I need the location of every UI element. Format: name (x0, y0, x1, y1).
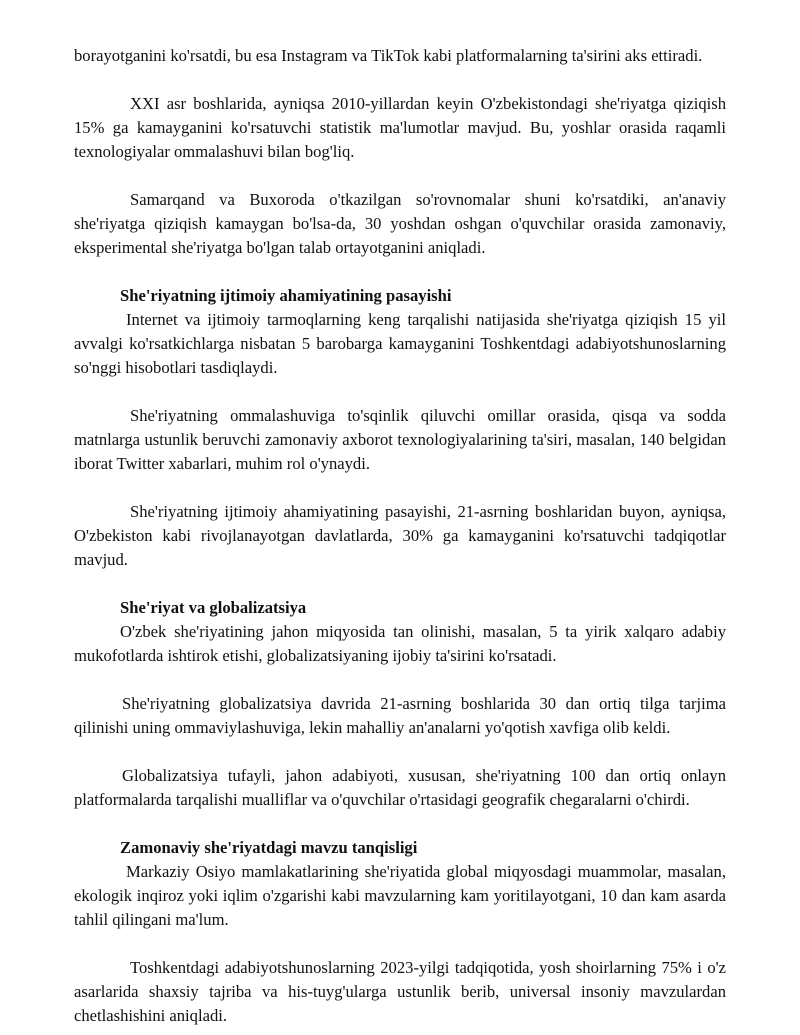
section-heading-social-importance: She'riyatning ijtimoiy ahamiyatining pasayishi (120, 286, 452, 305)
paragraph: She'riyatning ommalashuviga to'sqinlik qiluvchi omillar orasida, qisqa va sodda matnlarga ustunlik beruvchi zamonaviy axborot texnologiyalarining ta'siri, masalan, 140 belgidan iborat Twitter xabarlari, muhim rol o'ynaydi. (74, 406, 726, 473)
paragraph: Globalizatsiya tufayli, jahon adabiyoti, xususan, she'riyatning 100 dan ortiq onlayn platformalarda tarqalishi mualliflar va o'quvchilar o'rtasidagi geografik chegaralarni o'chirdi. (74, 766, 726, 809)
paragraph: Samarqand va Buxoroda o'tkazilgan so'rovnomalar shuni ko'rsatdiki, an'anaviy she'riyatga qiziqish kamaygan bo'lsa-da, 30 yoshdan oshgan o'quvchilar orasida zamonaviy, eksperimental she'riyatga bo'lgan talab ortayotganini aniqladi. (74, 190, 726, 257)
section-heading-globalization: She'riyat va globalizatsiya (120, 598, 307, 617)
paragraph: Markaziy Osiyo mamlakatlarining she'riyatida global miqyosdagi muammolar, masalan, ekologik inqiroz yoki iqlim o'zgarishi kabi mavzularning kam yoritilayotgani, 10 dan kam asarda tahlil qilingani ma'lum. (74, 862, 726, 929)
paragraph: Internet va ijtimoiy tarmoqlarning keng tarqalishi natijasida she'riyatga qiziqish 15 yil avvalgi ko'rsatkichlarga nisbatan 5 barobarga kamayganini Toshkentdagi adabiyotshunoslarning so'nggi hisobotlari tasdiqlaydi. (74, 310, 726, 377)
section-heading-theme-deficit: Zamonaviy she'riyatdagi mavzu tanqisligi (120, 838, 418, 857)
paragraph: She'riyatning globalizatsiya davrida 21-asrning boshlarida 30 dan ortiq tilga tarjima qilinishi uning ommaviylashuviga, lekin mahalliy an'analarni yo'qotish xavfiga olib keldi. (74, 694, 726, 737)
paragraph-continuation: borayotganini ko'rsatdi, bu esa Instagram va TikTok kabi platformalarning ta'sirini aks ettiradi. (74, 46, 703, 65)
paragraph: Toshkentdagi adabiyotshunoslarning 2023-yilgi tadqiqotida, yosh shoirlarning 75% i o'z asarlarida shaxsiy tajriba va his-tuyg'ularga ustunlik berib, universal insoniy mavzulardan chetlashishini aniqladi. (74, 958, 726, 1025)
paragraph: XXI asr boshlarida, ayniqsa 2010-yillardan keyin O'zbekistondagi she'riyatga qiziqish 15% ga kamayganini ko'rsatuvchi statistik ma'lumotlar mavjud. Bu, yoshlar orasida raqamli texnologiyalar ommalashuvi bilan bog'liq. (74, 94, 726, 161)
paragraph: She'riyatning ijtimoiy ahamiyatining pasayishi, 21-asrning boshlaridan buyon, ayniqsa, O'zbekiston kabi rivojlanayotgan davlatlarda, 30% ga kamayganini ko'rsatuvchi tadqiqotlar mavjud. (74, 502, 726, 569)
paragraph: O'zbek she'riyatining jahon miqyosida tan olinishi, masalan, 5 ta yirik xalqaro adabiy mukofotlarda ishtirok etishi, globalizatsiyaning ijobiy ta'sirini ko'rsatadi. (74, 622, 726, 665)
